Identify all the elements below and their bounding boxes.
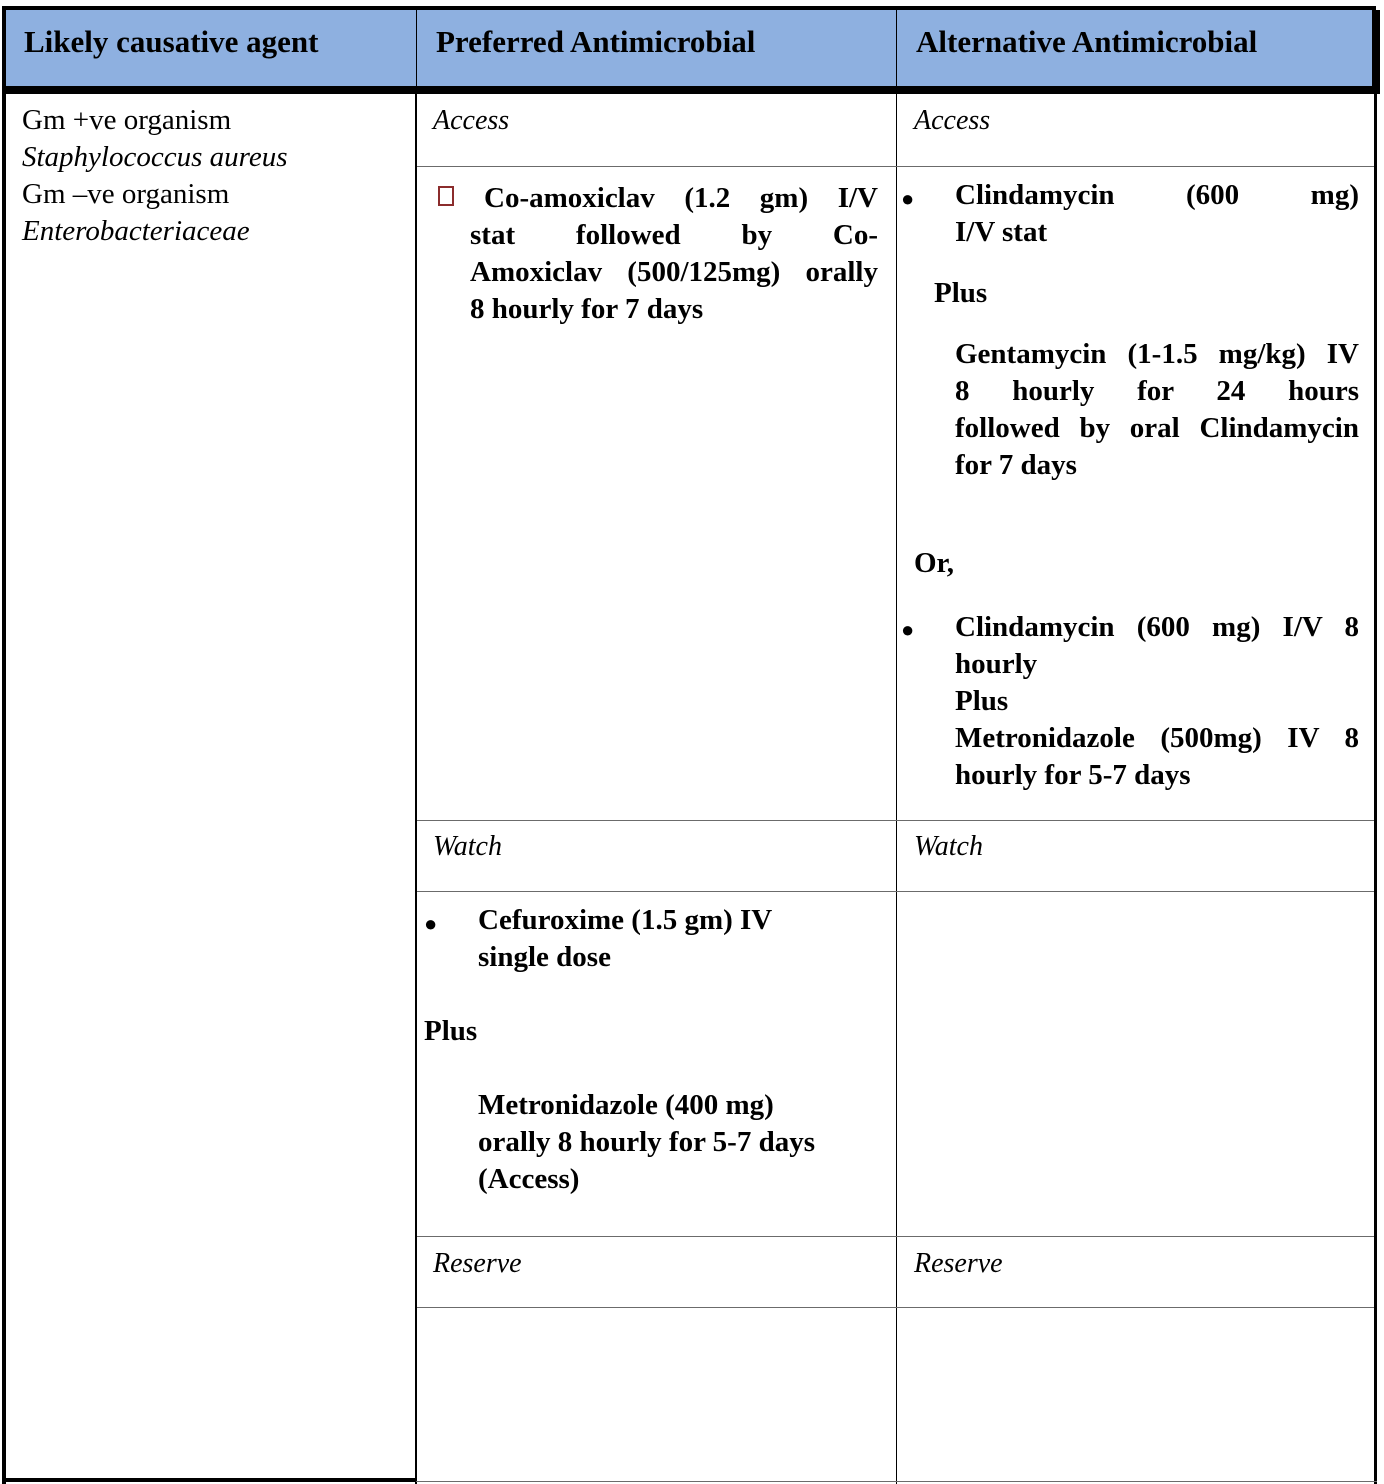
category-watch-alternative: Watch <box>914 831 983 862</box>
column-divider <box>415 90 417 1484</box>
agent-staphylococcus-aureus: Staphylococcus aureus <box>22 141 288 173</box>
table-header-row <box>2 6 1376 90</box>
column-divider <box>896 90 897 1484</box>
category-access-alternative: Access <box>914 105 991 136</box>
alternative-or: Or, <box>914 547 955 579</box>
row-divider <box>417 1307 1374 1308</box>
regimen-line: orally 8 hourly for 5-7 days <box>478 1126 815 1158</box>
regimen-line: 8 hourly for 24 hours <box>955 375 1359 407</box>
regimen-line: 8 hourly for 7 days <box>470 293 704 325</box>
regimen-line: hourly <box>955 648 1038 680</box>
causative-agent-cell <box>22 102 412 250</box>
regimen-line: Metronidazole (500mg) IV 8 <box>955 722 1359 754</box>
regimen-line: Gentamycin (1-1.5 mg/kg) IV <box>955 338 1359 370</box>
preferred-watch-drug-2 <box>478 1087 878 1198</box>
regimen-line: hourly for 5-7 days <box>955 759 1191 791</box>
regimen-line: (Access) <box>478 1163 580 1195</box>
header-alternative-antimicrobial: Alternative Antimicrobial <box>916 24 1258 59</box>
regimen-line: stat followed by Co- <box>470 219 878 251</box>
alternative-option-1b <box>955 336 1359 484</box>
regimen-line: single dose <box>478 941 611 973</box>
header-preferred-antimicrobial: Preferred Antimicrobial <box>436 24 756 59</box>
agent-gram-positive: Gm +ve organism <box>22 104 232 136</box>
regimen-line: Metronidazole (400 mg) <box>478 1089 774 1121</box>
header-divider <box>416 10 417 86</box>
checkbox-icon <box>438 186 454 206</box>
preferred-access-regimen <box>470 180 878 328</box>
regimen-line: I/V stat <box>955 216 1048 248</box>
preferred-watch-plus: Plus <box>424 1015 478 1047</box>
regimen-line: followed by oral Clindamycin <box>955 412 1359 444</box>
row-divider <box>417 820 1374 821</box>
bullet-icon: ● <box>424 911 438 936</box>
row-divider <box>417 1236 1374 1237</box>
regimen-line: Clindamycin (600 mg) <box>955 179 1359 211</box>
category-reserve-alternative: Reserve <box>914 1248 1003 1279</box>
alternative-option-2 <box>955 609 1359 794</box>
regimen-line: Plus <box>955 685 1009 717</box>
category-reserve-preferred: Reserve <box>433 1248 522 1279</box>
agent-gram-negative: Gm –ve organism <box>22 178 230 210</box>
header-divider <box>896 10 897 86</box>
alternative-option-1 <box>955 177 1359 251</box>
preferred-watch-drug-1 <box>478 902 878 976</box>
category-access-preferred: Access <box>433 105 510 136</box>
regimen-line: Cefuroxime (1.5 gm) IV <box>478 904 773 936</box>
agent-enterobacteriaceae: Enterobacteriaceae <box>22 215 250 247</box>
table-left-border <box>2 90 6 1484</box>
regimen-line: for 7 days <box>955 449 1077 481</box>
header-likely-causative-agent: Likely causative agent <box>24 24 319 59</box>
row-divider <box>417 166 1374 167</box>
row-divider <box>417 891 1374 892</box>
table-bottom-border <box>2 1478 416 1482</box>
regimen-line: Clindamycin (600 mg) I/V 8 <box>955 611 1359 643</box>
regimen-line: Co-amoxiclav (1.2 gm) I/V <box>484 182 878 214</box>
table-right-border <box>1374 90 1377 1484</box>
alternative-plus-1: Plus <box>934 277 988 309</box>
category-watch-preferred: Watch <box>433 831 502 862</box>
regimen-line: Amoxiclav (500/125mg) orally <box>470 256 878 288</box>
table-bottom-border <box>416 1481 1377 1482</box>
bullet-icon: ● <box>901 617 915 642</box>
bullet-icon: ● <box>901 186 915 211</box>
